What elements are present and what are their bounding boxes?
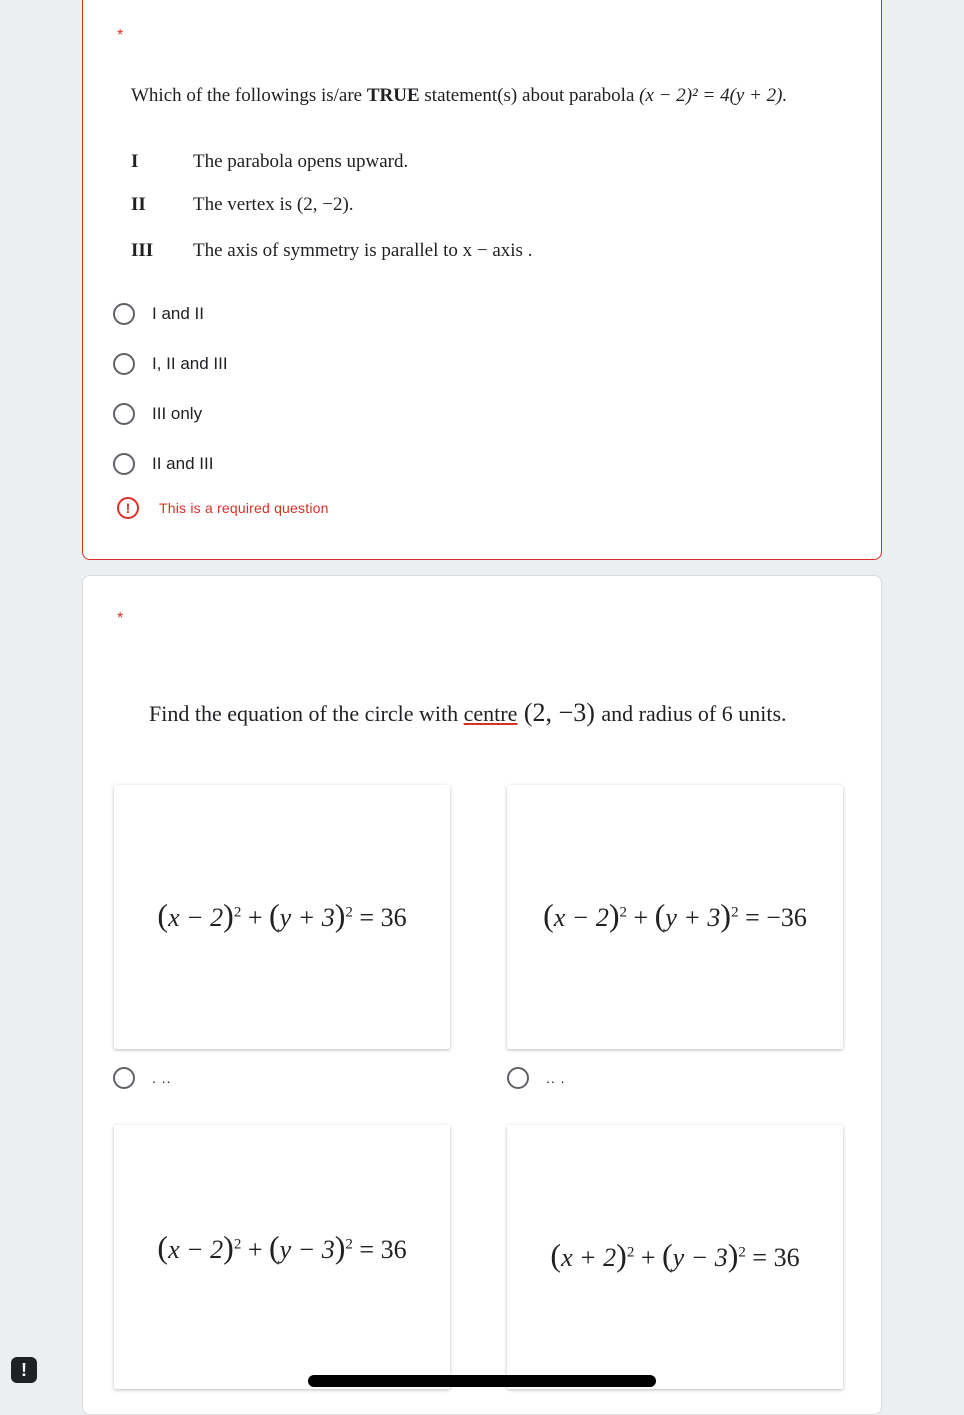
parabola-equation: (x − 2)² = 4(y + 2). [639, 85, 788, 106]
required-asterisk: * [117, 27, 124, 44]
equation-1: $(x - 2)^2 + (y + 3)^2 = 36$ [157, 897, 407, 933]
option-label: I and II [152, 304, 204, 323]
statement-text: The vertex is (2, −2). [193, 194, 354, 215]
eq-term-1: x − 2 [168, 903, 224, 932]
eq-rhs: = 36 [752, 1243, 800, 1272]
statement-text: The axis of symmetry is parallel to x − axis . [193, 240, 533, 261]
option-i-and-ii[interactable] [113, 300, 204, 328]
question-card-parabola [82, 0, 882, 560]
error-icon: ! [117, 497, 139, 519]
question-underlined-word: centre [463, 701, 518, 726]
option-image-1[interactable] [114, 785, 450, 1049]
eq-rhs: = 36 [359, 903, 407, 932]
equation-3: $(x - 2)^2 + (y - 3)^2 = 36$ [157, 1229, 407, 1265]
option-image-2[interactable] [507, 785, 843, 1049]
question-prefix: Which of the followings is/are [131, 85, 367, 106]
required-asterisk: * [117, 610, 124, 627]
question-middle: statement(s) about parabola [419, 85, 640, 106]
eq-rhs: = 36 [359, 1235, 407, 1264]
eq-term-1: x − 2 [168, 1235, 224, 1264]
option-label: . .. [152, 1070, 172, 1086]
eq-term-2: y + 3 [279, 903, 335, 932]
centre-coordinates: (2, −3) [517, 698, 602, 727]
question-card-circle [82, 575, 882, 1415]
option-ii-and-iii[interactable] [113, 450, 213, 478]
option-image-4[interactable] [507, 1125, 843, 1389]
option-label: III only [152, 404, 203, 423]
option-label: II and III [152, 454, 214, 473]
statement-text: The parabola opens upward. [193, 151, 409, 172]
eq-term-2: y − 3 [672, 1243, 728, 1272]
option-label: I, II and III [152, 354, 228, 373]
radio-button[interactable] [113, 303, 135, 325]
radio-button[interactable] [113, 353, 135, 375]
question-bold-true: TRUE [366, 85, 420, 106]
statement-1 [131, 151, 408, 173]
eq-term-2: y − 3 [279, 1235, 335, 1264]
question-text-circle [149, 698, 787, 728]
radio-button[interactable] [113, 1067, 135, 1089]
eq-term-2: y + 3 [665, 903, 721, 932]
statement-number: III [131, 240, 154, 261]
option-i-ii-and-iii[interactable] [113, 350, 228, 378]
statement-2 [131, 194, 354, 216]
option-image-3[interactable] [114, 1125, 450, 1389]
alert-badge-icon[interactable]: ! [11, 1357, 37, 1383]
required-error [117, 497, 329, 519]
question-before: Find the equation of the circle with [149, 701, 464, 726]
eq-rhs: = −36 [745, 903, 807, 932]
option-radio-2[interactable] [507, 1064, 566, 1092]
statement-3 [131, 240, 532, 262]
question-text-parabola [131, 85, 787, 107]
error-message: This is a required question [159, 500, 329, 516]
option-iii-only[interactable] [113, 400, 202, 428]
eq-term-1: x − 2 [553, 903, 609, 932]
radio-button[interactable] [113, 453, 135, 475]
question-after: and radius of 6 units. [601, 701, 787, 726]
eq-term-1: x + 2 [561, 1243, 617, 1272]
statement-number: I [131, 151, 139, 172]
statement-number: II [131, 194, 146, 215]
option-radio-1[interactable] [113, 1064, 172, 1092]
equation-2: $(x - 2)^2 + (y + 3)^2 = -36$ [543, 897, 807, 933]
option-label: .. . [546, 1070, 566, 1086]
home-indicator-bar[interactable] [308, 1375, 656, 1387]
radio-button[interactable] [507, 1067, 529, 1089]
equation-4: $(x + 2)^2 + (y - 3)^2 = 36$ [550, 1237, 800, 1273]
radio-button[interactable] [113, 403, 135, 425]
